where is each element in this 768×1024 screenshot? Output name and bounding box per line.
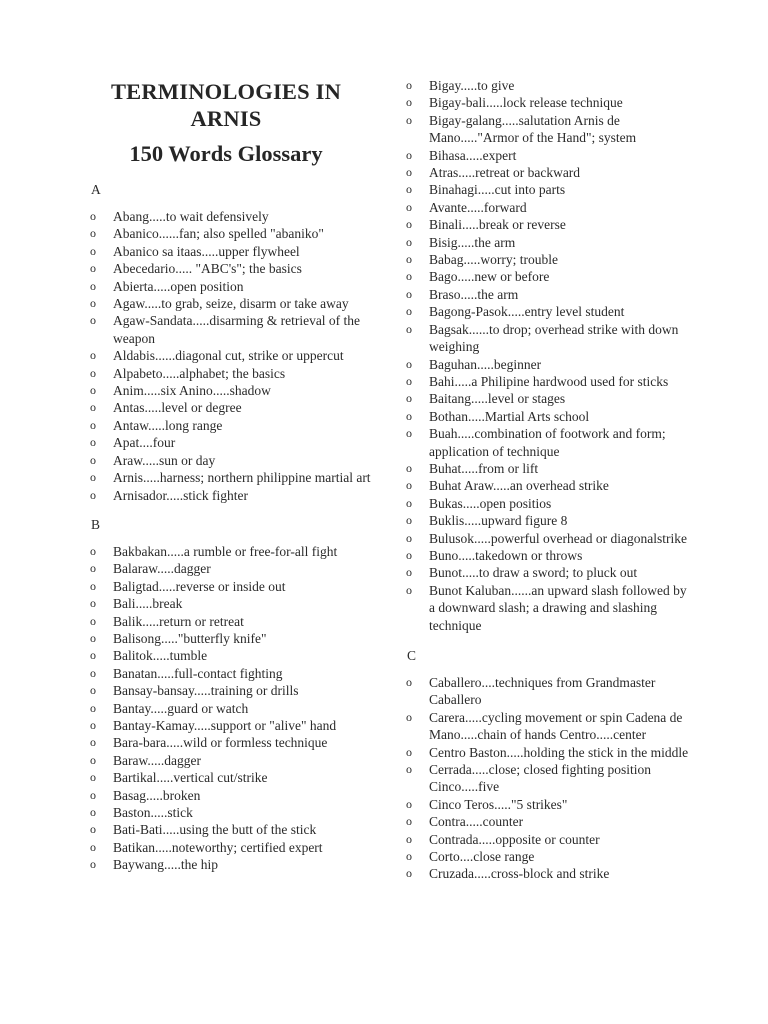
glossary-term-text: Anim.....six Anino.....shadow [113, 383, 271, 399]
bullet-icon: o [90, 278, 96, 293]
bullet-icon: o [90, 596, 96, 611]
glossary-entry [88, 399, 378, 416]
bullet-icon: o [90, 805, 96, 819]
glossary-term-text: Carera.....cycling movement or spin Cadena de Mano.....chain of hands Centro.....center [429, 709, 683, 743]
section-heading-a: A [91, 182, 101, 197]
bullet-icon: o [90, 452, 96, 467]
bullet-icon: o [90, 787, 96, 802]
bullet-icon: o [406, 147, 412, 162]
glossary-entry [404, 744, 694, 761]
glossary-term-text: Binali.....break or reverse [429, 217, 566, 233]
bullet-icon: o [90, 839, 96, 854]
bullet-icon: o [406, 530, 412, 545]
bullet-icon: o [406, 866, 412, 881]
bullet-icon: o [90, 613, 96, 628]
bullet-icon: o [406, 408, 412, 423]
glossary-term-text: Aldabis......diagonal cut, strike or uppercut [113, 348, 344, 364]
glossary-term-text: Bantay-Kamay.....support or "alive" hand [113, 717, 337, 733]
bullet-icon: o [90, 735, 96, 750]
glossary-entry [404, 234, 694, 251]
glossary-entry [404, 530, 694, 547]
glossary-entry [88, 243, 378, 260]
glossary-entry [404, 547, 694, 564]
bullet-icon: o [406, 234, 412, 249]
glossary-term-text: Bartikal.....vertical cut/strike [113, 770, 268, 786]
glossary-entry [404, 112, 694, 147]
glossary-entry [404, 796, 694, 813]
bullet-icon: o [90, 348, 96, 363]
glossary-entry [88, 312, 378, 347]
bullet-icon: o [90, 417, 96, 432]
glossary-term-text: Buah.....combination of footwork and form; application of technique [429, 426, 666, 459]
glossary-term-text: Centro Baston.....holding the stick in the middle [429, 744, 689, 760]
bullet-icon: o [406, 675, 412, 689]
bullet-icon: o [406, 426, 412, 441]
bullet-icon: o [90, 209, 96, 223]
glossary-term-text: Buno.....takedown or throws [429, 547, 583, 563]
glossary-term-text: Bunot.....to draw a sword; to pluck out [429, 565, 638, 581]
glossary-entry [88, 700, 378, 717]
term-list-b-continued [404, 77, 694, 634]
bullet-icon: o [406, 814, 412, 829]
glossary-term-text: Bagong-Pasok.....entry level student [429, 304, 625, 320]
bullet-icon: o [90, 561, 96, 576]
glossary-entry [404, 477, 694, 494]
glossary-term-text: Arnis.....harness; northern philippine martial art [113, 470, 371, 486]
glossary-term-text: Caballero....techniques from Grandmaster Caballero [429, 675, 656, 708]
glossary-term-text: Bagsak......to drop; overhead strike with down weighing [429, 321, 679, 355]
glossary-term-text: Abecedario..... "ABC's"; the basics [113, 261, 302, 277]
glossary-term-text: Balitok.....tumble [113, 648, 208, 664]
glossary-entry [88, 578, 378, 595]
bullet-icon: o [406, 460, 412, 475]
glossary-entry [88, 560, 378, 577]
bullet-icon: o [90, 578, 96, 593]
bullet-icon: o [406, 796, 412, 811]
bullet-icon: o [90, 487, 96, 502]
glossary-entry [404, 286, 694, 303]
glossary-term-text: Banatan.....full-contact fighting [113, 665, 283, 681]
glossary-entry [88, 260, 378, 277]
bullet-icon: o [90, 648, 96, 663]
bullet-icon: o [406, 286, 412, 301]
glossary-entry [404, 582, 694, 634]
glossary-term-text: Araw.....sun or day [113, 452, 216, 468]
glossary-entry [88, 647, 378, 664]
glossary-term-text: Bukas.....open positios [429, 495, 552, 511]
glossary-entry [404, 147, 694, 164]
bullet-icon: o [406, 252, 412, 267]
bullet-icon: o [90, 543, 96, 558]
glossary-term-text: Atras.....retreat or backward [429, 165, 581, 181]
bullet-icon: o [406, 849, 412, 864]
glossary-entry [88, 613, 378, 630]
glossary-entry [404, 77, 694, 94]
glossary-term-text: Abang.....to wait defensively [113, 209, 269, 224]
glossary-term-text: Baraw.....dagger [113, 752, 201, 768]
bullet-icon: o [90, 700, 96, 715]
term-list-a [88, 208, 378, 504]
glossary-term-text: Basag.....broken [113, 787, 201, 803]
term-list-c [404, 674, 694, 883]
glossary-term-text: Contra.....counter [429, 814, 524, 830]
glossary-term-text: Balaraw.....dagger [113, 561, 211, 577]
glossary-entry [404, 495, 694, 512]
glossary-entry [404, 425, 694, 460]
glossary-term-text: Cerrada.....close; closed fighting position Cinco.....five [429, 762, 651, 795]
glossary-entry [88, 382, 378, 399]
glossary-entry [404, 268, 694, 285]
glossary-entry [404, 709, 694, 744]
bullet-icon: o [90, 296, 96, 311]
glossary-entry [404, 408, 694, 425]
glossary-term-text: Bantay.....guard or watch [113, 700, 249, 716]
glossary-term-text: Abanico sa itaas.....upper flywheel [113, 243, 300, 259]
glossary-entry [88, 543, 378, 560]
bullet-icon: o [406, 513, 412, 528]
glossary-term-text: Contrada.....opposite or counter [429, 831, 600, 847]
term-list-b [88, 543, 378, 874]
right-column [404, 77, 694, 883]
glossary-term-text: Batikan.....noteworthy; certified expert [113, 839, 323, 855]
glossary-entry [404, 321, 694, 356]
bullet-icon: o [90, 470, 96, 485]
bullet-icon: o [90, 365, 96, 380]
glossary-term-text: Cruzada.....cross-block and strike [429, 866, 610, 882]
bullet-icon: o [406, 356, 412, 371]
bullet-icon: o [406, 95, 412, 110]
bullet-icon: o [406, 182, 412, 197]
glossary-entry [404, 674, 694, 709]
glossary-entry [404, 390, 694, 407]
bullet-icon: o [90, 717, 96, 732]
glossary-term-text: Bago.....new or before [429, 269, 550, 285]
glossary-entry [88, 734, 378, 751]
bullet-icon: o [90, 665, 96, 680]
glossary-entry [404, 216, 694, 233]
glossary-entry [88, 752, 378, 769]
glossary-entry [404, 94, 694, 111]
glossary-term-text: Bothan.....Martial Arts school [429, 408, 590, 424]
glossary-entry [88, 469, 378, 486]
bullet-icon: o [90, 243, 96, 258]
glossary-term-text: Bisig.....the arm [429, 234, 516, 250]
glossary-term-text: Binahagi.....cut into parts [429, 182, 566, 198]
bullet-icon: o [406, 391, 412, 406]
glossary-term-text: Braso.....the arm [429, 286, 519, 302]
glossary-term-text: Buhat.....from or lift [429, 460, 539, 476]
glossary-entry [88, 630, 378, 647]
glossary-term-text: Agaw.....to grab, seize, disarm or take away [113, 296, 349, 312]
glossary-entry [88, 208, 378, 225]
glossary-term-text: Alpabeto.....alphabet; the basics [113, 365, 286, 381]
glossary-term-text: Agaw-Sandata.....disarming & retrieval of the weapon [113, 313, 361, 346]
glossary-term-text: Apat....four [113, 435, 176, 451]
glossary-term-text: Baitang.....level or stages [429, 391, 566, 407]
bullet-icon: o [406, 495, 412, 510]
glossary-term-text: Bali.....break [113, 596, 183, 612]
glossary-entry [88, 665, 378, 682]
bullet-icon: o [90, 752, 96, 767]
bullet-icon: o [406, 269, 412, 284]
glossary-term-text: Balik.....return or retreat [113, 613, 244, 629]
glossary-entry [88, 769, 378, 786]
glossary-entry [88, 856, 378, 873]
glossary-term-text: Bansay-bansay.....training or drills [113, 683, 299, 699]
glossary-term-text: Bihasa.....expert [429, 147, 517, 163]
glossary-term-text: Babag.....worry; trouble [429, 252, 558, 268]
glossary-entry [88, 225, 378, 242]
bullet-icon: o [90, 435, 96, 450]
glossary-entry [404, 865, 694, 882]
bullet-icon: o [90, 261, 96, 276]
glossary-entry [88, 682, 378, 699]
glossary-entry [404, 199, 694, 216]
glossary-term-text: Bara-bara.....wild or formless technique [113, 735, 328, 751]
glossary-entry [404, 356, 694, 373]
glossary-entry [88, 839, 378, 856]
glossary-term-text: Buhat Araw.....an overhead strike [429, 478, 609, 494]
glossary-entry [88, 365, 378, 382]
glossary-entry [88, 487, 378, 504]
glossary-entry [404, 181, 694, 198]
glossary-entry [88, 595, 378, 612]
glossary-term-text: Bakbakan.....a rumble or free-for-all fight [113, 543, 338, 559]
bullet-icon: o [406, 762, 412, 777]
bullet-icon: o [90, 822, 96, 837]
glossary-term-text: Bati-Bati.....using the butt of the stick [113, 822, 317, 838]
bullet-icon: o [406, 112, 412, 127]
glossary-entry [404, 164, 694, 181]
bullet-icon: o [406, 565, 412, 580]
bullet-icon: o [406, 478, 412, 493]
glossary-entry [404, 303, 694, 320]
bullet-icon: o [406, 165, 412, 180]
glossary-entry [88, 434, 378, 451]
bullet-icon: o [90, 630, 96, 645]
glossary-term-text: Arnisador.....stick fighter [113, 487, 248, 503]
glossary-term-text: Cinco Teros....."5 strikes" [429, 796, 568, 812]
glossary-term-text: Balisong....."butterfly knife" [113, 630, 267, 646]
glossary-entry [404, 761, 694, 796]
bullet-icon: o [90, 400, 96, 415]
glossary-term-text: Bigay-galang.....salutation Arnis de Mano....."Armor of the Hand"; system [429, 112, 637, 146]
glossary-term-text: Avante.....forward [429, 199, 527, 215]
glossary-term-text: Baywang.....the hip [113, 857, 218, 873]
bullet-icon: o [406, 199, 412, 214]
glossary-entry [88, 347, 378, 364]
bullet-icon: o [406, 547, 412, 562]
glossary-entry [88, 278, 378, 295]
glossary-term-text: Bahi.....a Philipine hardwood used for sticks [429, 373, 669, 389]
glossary-entry [88, 804, 378, 821]
glossary-entry [88, 821, 378, 838]
bullet-icon: o [406, 217, 412, 232]
document-title: TERMINOLOGIES IN ARNIS [110, 79, 342, 131]
glossary-term-text: Baligtad.....reverse or inside out [113, 578, 286, 594]
glossary-entry [404, 512, 694, 529]
bullet-icon: o [406, 304, 412, 319]
glossary-term-text: Antas.....level or degree [113, 400, 242, 416]
glossary-entry [88, 295, 378, 312]
glossary-entry [88, 417, 378, 434]
document-subtitle: 150 Words Glossary [129, 141, 323, 166]
glossary-term-text: Buklis.....upward figure 8 [429, 513, 568, 529]
glossary-term-text: Antaw.....long range [113, 417, 223, 433]
bullet-icon: o [406, 744, 412, 759]
bullet-icon: o [406, 321, 412, 336]
left-column [88, 0, 378, 874]
bullet-icon: o [406, 831, 412, 846]
section-heading-b: B [91, 516, 101, 532]
bullet-icon: o [406, 582, 412, 597]
glossary-entry [404, 564, 694, 581]
glossary-term-text: Baston.....stick [113, 805, 193, 820]
bullet-icon: o [90, 683, 96, 698]
bullet-icon: o [90, 383, 96, 398]
bullet-icon: o [90, 857, 96, 872]
bullet-icon: o [406, 373, 412, 388]
glossary-entry [404, 460, 694, 477]
glossary-term-text: Baguhan.....beginner [429, 356, 542, 372]
glossary-entry [88, 452, 378, 469]
glossary-term-text: Corto....close range [429, 849, 535, 865]
glossary-term-text: Abierta.....open position [113, 278, 244, 294]
glossary-term-text: Bigay-bali.....lock release technique [429, 95, 623, 111]
glossary-term-text: Bulusok.....powerful overhead or diagonalstrike [429, 530, 687, 546]
bullet-icon: o [90, 226, 96, 241]
section-heading-c: C [407, 648, 417, 663]
bullet-icon: o [90, 770, 96, 785]
glossary-entry [88, 787, 378, 804]
bullet-icon: o [406, 709, 412, 724]
glossary-entry [404, 251, 694, 268]
glossary-entry [404, 813, 694, 830]
glossary-term-text: Bigay.....to give [429, 78, 515, 93]
glossary-term-text: Bunot Kaluban......an upward slash followed by a downward slash; a drawing and slashing technique [429, 582, 687, 633]
glossary-entry [404, 831, 694, 848]
glossary-entry [88, 717, 378, 734]
bullet-icon: o [90, 313, 96, 328]
bullet-icon: o [406, 78, 412, 92]
glossary-term-text: Abanico......fan; also spelled "abaniko" [113, 226, 324, 242]
glossary-entry [404, 373, 694, 390]
glossary-entry [404, 848, 694, 865]
